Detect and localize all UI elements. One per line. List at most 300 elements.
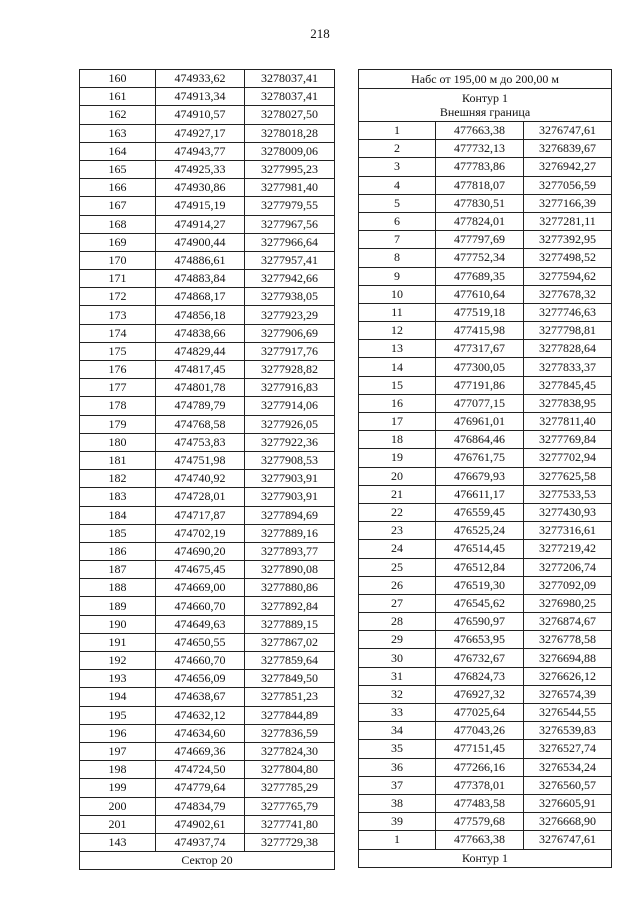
point-number-cell: 32: [359, 685, 436, 703]
table-row: [359, 631, 612, 649]
point-number-cell: 183: [80, 488, 156, 506]
table-row: [80, 542, 335, 560]
point-number-cell: 24: [359, 540, 436, 558]
y-coordinate-cell: 3277678,32: [524, 285, 612, 303]
y-coordinate-cell: 3277625,58: [524, 467, 612, 485]
y-coordinate-cell: 3277430,93: [524, 503, 612, 521]
y-coordinate-cell: 3277914,06: [245, 397, 335, 415]
table-row: [80, 342, 335, 360]
y-coordinate-cell: 3277838,95: [524, 394, 612, 412]
x-coordinate-cell: 474801,78: [156, 379, 245, 397]
x-coordinate-cell: 477025,64: [436, 704, 524, 722]
table-row: [359, 212, 612, 230]
x-coordinate-cell: 474886,61: [156, 251, 245, 269]
y-coordinate-cell: 3277833,37: [524, 358, 612, 376]
table-row: [80, 179, 335, 197]
y-coordinate-cell: 3276874,67: [524, 613, 612, 631]
x-coordinate-cell: 474634,60: [156, 724, 245, 742]
x-coordinate-cell: 474660,70: [156, 597, 245, 615]
table-row: [80, 797, 335, 815]
point-number-cell: 182: [80, 470, 156, 488]
point-number-cell: 161: [80, 88, 156, 106]
x-coordinate-cell: 476732,67: [436, 649, 524, 667]
table-row: [359, 613, 612, 631]
point-number-cell: 189: [80, 597, 156, 615]
y-coordinate-cell: 3277206,74: [524, 558, 612, 576]
y-coordinate-cell: 3277923,29: [245, 306, 335, 324]
y-coordinate-cell: 3277889,16: [245, 524, 335, 542]
x-coordinate-cell: 476653,95: [436, 631, 524, 649]
y-coordinate-cell: 3277498,52: [524, 249, 612, 267]
point-number-cell: 194: [80, 688, 156, 706]
contour-header-cell: [359, 89, 612, 122]
y-coordinate-cell: 3277702,94: [524, 449, 612, 467]
table-row: [80, 724, 335, 742]
table-row: [359, 794, 612, 812]
table-row: [80, 160, 335, 178]
y-coordinate-cell: 3277981,40: [245, 179, 335, 197]
table-row: [359, 503, 612, 521]
table-row: [359, 704, 612, 722]
point-number-cell: 163: [80, 124, 156, 142]
y-coordinate-cell: 3277903,91: [245, 470, 335, 488]
x-coordinate-cell: 474838,66: [156, 324, 245, 342]
x-coordinate-cell: 476927,32: [436, 685, 524, 703]
point-number-cell: 31: [359, 667, 436, 685]
x-coordinate-cell: 476525,24: [436, 522, 524, 540]
table-row: [359, 249, 612, 267]
point-number-cell: 17: [359, 413, 436, 431]
x-coordinate-cell: 477824,01: [436, 212, 524, 230]
point-number-cell: 11: [359, 303, 436, 321]
y-coordinate-cell: 3277957,41: [245, 251, 335, 269]
point-number-cell: 3: [359, 158, 436, 176]
y-coordinate-cell: 3276694,88: [524, 649, 612, 667]
point-number-cell: 1: [359, 831, 436, 849]
y-coordinate-cell: 3277056,59: [524, 176, 612, 194]
y-coordinate-cell: 3277811,40: [524, 413, 612, 431]
table-row: [80, 524, 335, 542]
point-number-cell: 35: [359, 740, 436, 758]
point-number-cell: 179: [80, 415, 156, 433]
x-coordinate-cell: 474856,18: [156, 306, 245, 324]
table-row: [359, 449, 612, 467]
x-coordinate-cell: 474751,98: [156, 451, 245, 469]
table-footer-row: [80, 852, 335, 870]
table-row: [359, 831, 612, 849]
x-coordinate-cell: 476545,62: [436, 594, 524, 612]
y-coordinate-cell: 3276605,91: [524, 794, 612, 812]
point-number-cell: 34: [359, 722, 436, 740]
y-coordinate-cell: 3277903,91: [245, 488, 335, 506]
table-row: [359, 776, 612, 794]
table-row: [359, 267, 612, 285]
y-coordinate-cell: 3277942,66: [245, 270, 335, 288]
x-coordinate-cell: 474925,33: [156, 160, 245, 178]
y-coordinate-cell: 3277804,80: [245, 761, 335, 779]
point-number-cell: 21: [359, 485, 436, 503]
y-coordinate-cell: 3277769,84: [524, 431, 612, 449]
point-number-cell: 15: [359, 376, 436, 394]
y-coordinate-cell: 3276778,58: [524, 631, 612, 649]
table-row: [359, 576, 612, 594]
x-coordinate-cell: 474829,44: [156, 342, 245, 360]
point-number-cell: 143: [80, 833, 156, 851]
x-coordinate-cell: 474724,50: [156, 761, 245, 779]
point-number-cell: 166: [80, 179, 156, 197]
point-number-cell: 175: [80, 342, 156, 360]
point-number-cell: 195: [80, 706, 156, 724]
y-coordinate-cell: 3276980,25: [524, 594, 612, 612]
table-row: [80, 579, 335, 597]
point-number-cell: 1: [359, 122, 436, 140]
y-coordinate-cell: 3277219,42: [524, 540, 612, 558]
table-row: [80, 688, 335, 706]
x-coordinate-cell: 474702,19: [156, 524, 245, 542]
table-row: [359, 431, 612, 449]
y-coordinate-cell: 3277894,69: [245, 506, 335, 524]
x-coordinate-cell: 477797,69: [436, 231, 524, 249]
table-row: [80, 197, 335, 215]
point-number-cell: 38: [359, 794, 436, 812]
x-coordinate-cell: 474669,00: [156, 579, 245, 597]
y-coordinate-cell: 3278037,41: [245, 70, 335, 88]
point-number-cell: 196: [80, 724, 156, 742]
table-row: [80, 815, 335, 833]
x-coordinate-cell: 474883,84: [156, 270, 245, 288]
point-number-cell: 14: [359, 358, 436, 376]
table-row: [359, 194, 612, 212]
table-row: [80, 652, 335, 670]
point-number-cell: 25: [359, 558, 436, 576]
y-coordinate-cell: 3277392,95: [524, 231, 612, 249]
y-coordinate-cell: 3277893,77: [245, 542, 335, 560]
x-coordinate-cell: 477317,67: [436, 340, 524, 358]
y-coordinate-cell: 3277092,09: [524, 576, 612, 594]
y-coordinate-cell: 3277922,36: [245, 433, 335, 451]
x-coordinate-cell: 477191,86: [436, 376, 524, 394]
table-row: [80, 506, 335, 524]
x-coordinate-cell: 474650,55: [156, 633, 245, 651]
point-number-cell: 172: [80, 288, 156, 306]
table-row: [80, 251, 335, 269]
point-number-cell: 185: [80, 524, 156, 542]
table-row: [359, 176, 612, 194]
x-coordinate-cell: 477663,38: [436, 831, 524, 849]
x-coordinate-cell: 476514,45: [436, 540, 524, 558]
table-row: [359, 522, 612, 540]
table-row: [80, 833, 335, 851]
table-row: [80, 306, 335, 324]
table-row: [80, 470, 335, 488]
x-coordinate-cell: 477783,86: [436, 158, 524, 176]
point-number-cell: 29: [359, 631, 436, 649]
y-coordinate-cell: 3277967,56: [245, 215, 335, 233]
x-coordinate-cell: 474649,63: [156, 615, 245, 633]
table-row: [80, 488, 335, 506]
point-number-cell: 180: [80, 433, 156, 451]
x-coordinate-cell: 477266,16: [436, 758, 524, 776]
table-row: [80, 88, 335, 106]
x-coordinate-cell: 474937,74: [156, 833, 245, 851]
x-coordinate-cell: 474717,87: [156, 506, 245, 524]
x-coordinate-cell: 477689,35: [436, 267, 524, 285]
x-coordinate-cell: 477151,45: [436, 740, 524, 758]
x-coordinate-cell: 476512,84: [436, 558, 524, 576]
x-coordinate-cell: 474656,09: [156, 670, 245, 688]
point-number-cell: 162: [80, 106, 156, 124]
point-number-cell: 184: [80, 506, 156, 524]
y-coordinate-cell: 3277765,79: [245, 797, 335, 815]
point-number-cell: 22: [359, 503, 436, 521]
point-number-cell: 28: [359, 613, 436, 631]
table-row: [80, 415, 335, 433]
y-coordinate-cell: 3277798,81: [524, 322, 612, 340]
right-coordinates-table: [358, 69, 612, 868]
y-coordinate-cell: 3277594,62: [524, 267, 612, 285]
point-number-cell: 4: [359, 176, 436, 194]
table-title-row: [359, 70, 612, 89]
x-coordinate-cell: 474943,77: [156, 142, 245, 160]
point-number-cell: 200: [80, 797, 156, 815]
x-coordinate-cell: 477830,51: [436, 194, 524, 212]
point-number-cell: 187: [80, 561, 156, 579]
table-row: [359, 558, 612, 576]
x-coordinate-cell: 477519,18: [436, 303, 524, 321]
table-row: [80, 779, 335, 797]
y-coordinate-cell: 3276574,39: [524, 685, 612, 703]
y-coordinate-cell: 3277166,39: [524, 194, 612, 212]
table-row: [359, 540, 612, 558]
x-coordinate-cell: 474779,64: [156, 779, 245, 797]
table-row: [359, 340, 612, 358]
point-number-cell: 190: [80, 615, 156, 633]
point-number-cell: 36: [359, 758, 436, 776]
table-row: [80, 706, 335, 724]
x-coordinate-cell: 477752,34: [436, 249, 524, 267]
y-coordinate-cell: 3277926,05: [245, 415, 335, 433]
point-number-cell: 173: [80, 306, 156, 324]
y-coordinate-cell: 3277906,69: [245, 324, 335, 342]
x-coordinate-cell: 476559,45: [436, 503, 524, 521]
y-coordinate-cell: 3278027,50: [245, 106, 335, 124]
contour-header-row: [359, 89, 612, 122]
point-number-cell: 160: [80, 70, 156, 88]
y-coordinate-cell: 3277741,80: [245, 815, 335, 833]
y-coordinate-cell: 3276668,90: [524, 813, 612, 831]
y-coordinate-cell: 3277867,02: [245, 633, 335, 651]
point-number-cell: 174: [80, 324, 156, 342]
y-coordinate-cell: 3277316,61: [524, 522, 612, 540]
table-row: [359, 740, 612, 758]
x-coordinate-cell: 474632,12: [156, 706, 245, 724]
point-number-cell: 167: [80, 197, 156, 215]
y-coordinate-cell: 3277966,64: [245, 233, 335, 251]
point-number-cell: 20: [359, 467, 436, 485]
table-row: [359, 231, 612, 249]
point-number-cell: 178: [80, 397, 156, 415]
x-coordinate-cell: 474669,36: [156, 742, 245, 760]
x-coordinate-cell: 477663,38: [436, 122, 524, 140]
point-number-cell: 177: [80, 379, 156, 397]
table-row: [80, 142, 335, 160]
point-number-cell: 8: [359, 249, 436, 267]
x-coordinate-cell: 477378,01: [436, 776, 524, 794]
contour-label: Контур 1: [462, 91, 508, 105]
y-coordinate-cell: 3277892,84: [245, 597, 335, 615]
x-coordinate-cell: 476590,97: [436, 613, 524, 631]
y-coordinate-cell: 3277746,63: [524, 303, 612, 321]
point-number-cell: 201: [80, 815, 156, 833]
x-coordinate-cell: 474910,57: [156, 106, 245, 124]
point-number-cell: 198: [80, 761, 156, 779]
table-row: [359, 376, 612, 394]
x-coordinate-cell: 476824,73: [436, 667, 524, 685]
x-coordinate-cell: 476961,01: [436, 413, 524, 431]
point-number-cell: 181: [80, 451, 156, 469]
x-coordinate-cell: 474638,67: [156, 688, 245, 706]
point-number-cell: 39: [359, 813, 436, 831]
x-coordinate-cell: 474660,70: [156, 652, 245, 670]
y-coordinate-cell: 3276747,61: [524, 831, 612, 849]
table-row: [80, 233, 335, 251]
y-coordinate-cell: 3276942,27: [524, 158, 612, 176]
x-coordinate-cell: 474900,44: [156, 233, 245, 251]
point-number-cell: 30: [359, 649, 436, 667]
point-number-cell: 171: [80, 270, 156, 288]
x-coordinate-cell: 477415,98: [436, 322, 524, 340]
x-coordinate-cell: 477043,26: [436, 722, 524, 740]
x-coordinate-cell: 476679,93: [436, 467, 524, 485]
point-number-cell: 7: [359, 231, 436, 249]
table-row: [80, 270, 335, 288]
x-coordinate-cell: 477732,13: [436, 140, 524, 158]
table-row: [359, 413, 612, 431]
table-row: [359, 394, 612, 412]
y-coordinate-cell: 3277908,53: [245, 451, 335, 469]
x-coordinate-cell: 476761,75: [436, 449, 524, 467]
x-coordinate-cell: 477579,68: [436, 813, 524, 831]
table-footer-row: [359, 849, 612, 867]
point-number-cell: 170: [80, 251, 156, 269]
x-coordinate-cell: 474768,58: [156, 415, 245, 433]
point-number-cell: 191: [80, 633, 156, 651]
table-row: [80, 70, 335, 88]
x-coordinate-cell: 477818,07: [436, 176, 524, 194]
x-coordinate-cell: 474728,01: [156, 488, 245, 506]
table-row: [359, 813, 612, 831]
y-coordinate-cell: 3276534,24: [524, 758, 612, 776]
x-coordinate-cell: 474834,79: [156, 797, 245, 815]
table-row: [359, 594, 612, 612]
x-coordinate-cell: 477483,58: [436, 794, 524, 812]
table-row: [80, 361, 335, 379]
y-coordinate-cell: 3277828,64: [524, 340, 612, 358]
x-coordinate-cell: 476519,30: [436, 576, 524, 594]
point-number-cell: 19: [359, 449, 436, 467]
y-coordinate-cell: 3276839,67: [524, 140, 612, 158]
table-row: [359, 649, 612, 667]
point-number-cell: 186: [80, 542, 156, 560]
y-coordinate-cell: 3278009,06: [245, 142, 335, 160]
y-coordinate-cell: 3277859,64: [245, 652, 335, 670]
y-coordinate-cell: 3277880,86: [245, 579, 335, 597]
x-coordinate-cell: 474915,19: [156, 197, 245, 215]
point-number-cell: 37: [359, 776, 436, 794]
sector-label: Сектор 20: [80, 852, 335, 870]
point-number-cell: 9: [359, 267, 436, 285]
point-number-cell: 26: [359, 576, 436, 594]
point-number-cell: 168: [80, 215, 156, 233]
point-number-cell: 23: [359, 522, 436, 540]
y-coordinate-cell: 3277281,11: [524, 212, 612, 230]
x-coordinate-cell: 474817,45: [156, 361, 245, 379]
table-row: [359, 358, 612, 376]
y-coordinate-cell: 3277917,76: [245, 342, 335, 360]
point-number-cell: 33: [359, 704, 436, 722]
left-table-body: [80, 70, 335, 870]
table-row: [80, 742, 335, 760]
table-row: [359, 485, 612, 503]
x-coordinate-cell: 477300,05: [436, 358, 524, 376]
point-number-cell: 169: [80, 233, 156, 251]
y-coordinate-cell: 3277979,55: [245, 197, 335, 215]
x-coordinate-cell: 474930,86: [156, 179, 245, 197]
table-row: [80, 215, 335, 233]
y-coordinate-cell: 3277849,50: [245, 670, 335, 688]
point-number-cell: 188: [80, 579, 156, 597]
height-range-title: Набс от 195,00 м до 200,00 м: [359, 70, 612, 89]
x-coordinate-cell: 476864,46: [436, 431, 524, 449]
point-number-cell: 13: [359, 340, 436, 358]
point-number-cell: 10: [359, 285, 436, 303]
y-coordinate-cell: 3277785,29: [245, 779, 335, 797]
x-coordinate-cell: 474690,20: [156, 542, 245, 560]
y-coordinate-cell: 3277851,23: [245, 688, 335, 706]
y-coordinate-cell: 3277889,15: [245, 615, 335, 633]
point-number-cell: 18: [359, 431, 436, 449]
table-row: [80, 633, 335, 651]
y-coordinate-cell: 3277916,83: [245, 379, 335, 397]
table-row: [359, 285, 612, 303]
point-number-cell: 165: [80, 160, 156, 178]
next-contour-label: Контур 1: [359, 849, 612, 867]
point-number-cell: 2: [359, 140, 436, 158]
table-row: [80, 397, 335, 415]
x-coordinate-cell: 474927,17: [156, 124, 245, 142]
point-number-cell: 197: [80, 742, 156, 760]
table-row: [359, 722, 612, 740]
y-coordinate-cell: 3277845,45: [524, 376, 612, 394]
table-row: [80, 561, 335, 579]
table-row: [359, 122, 612, 140]
table-row: [359, 322, 612, 340]
point-number-cell: 164: [80, 142, 156, 160]
table-row: [80, 379, 335, 397]
table-row: [80, 670, 335, 688]
y-coordinate-cell: 3277533,53: [524, 485, 612, 503]
y-coordinate-cell: 3276560,57: [524, 776, 612, 794]
y-coordinate-cell: 3278018,28: [245, 124, 335, 142]
point-number-cell: 193: [80, 670, 156, 688]
table-row: [359, 467, 612, 485]
table-row: [359, 685, 612, 703]
x-coordinate-cell: 474933,62: [156, 70, 245, 88]
y-coordinate-cell: 3277938,05: [245, 288, 335, 306]
point-number-cell: 16: [359, 394, 436, 412]
table-row: [80, 124, 335, 142]
left-coordinates-table: [79, 69, 335, 870]
